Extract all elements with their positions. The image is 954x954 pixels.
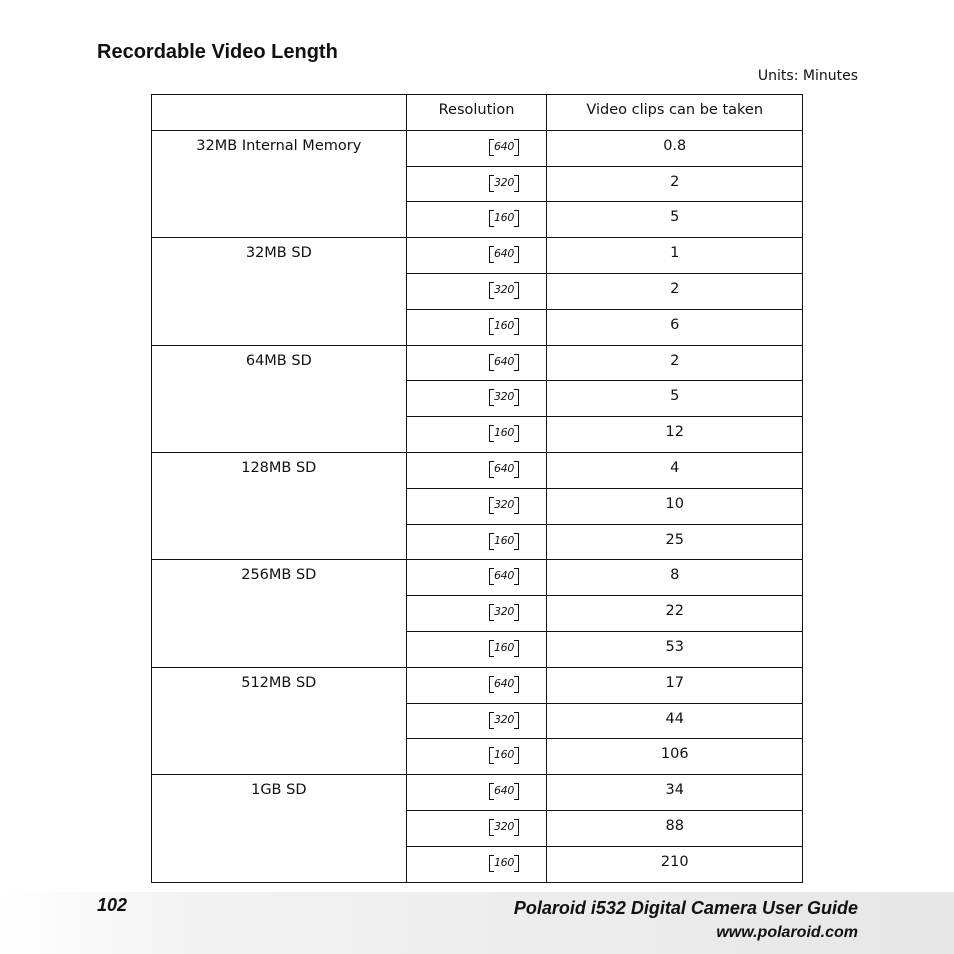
value-cell: 6	[547, 309, 803, 345]
resolution-640-icon: 640	[489, 139, 519, 154]
header-resolution: Resolution	[406, 95, 547, 131]
memory-cell: 512MB SD	[152, 667, 407, 774]
value-cell: 5	[547, 202, 803, 238]
table-body	[152, 130, 803, 882]
resolution-160-icon: 160	[489, 855, 519, 870]
resolution-160-icon: 160	[489, 425, 519, 440]
resolution-640-icon: 640	[489, 354, 519, 369]
value-cell: 53	[547, 631, 803, 667]
resolution-160-icon: 160	[489, 747, 519, 762]
resolution-320-icon: 320	[489, 175, 519, 190]
table-row	[152, 238, 803, 274]
value-cell: 5	[547, 381, 803, 417]
units-label: Units: Minutes	[757, 68, 858, 84]
page-number: 102	[97, 895, 128, 915]
memory-cell: 128MB SD	[152, 452, 407, 559]
table-row	[152, 345, 803, 381]
table-header-row	[152, 95, 803, 131]
resolution-320-icon: 320	[489, 604, 519, 619]
memory-cell: 32MB Internal Memory	[152, 130, 407, 237]
website-url: www.polaroid.com	[716, 924, 858, 941]
guide-title: Polaroid i532 Digital Camera User Guide	[513, 898, 858, 918]
resolution-640-icon: 640	[489, 246, 519, 261]
memory-cell: 256MB SD	[152, 560, 407, 667]
resolution-320-icon: 320	[489, 819, 519, 834]
value-cell: 1	[547, 238, 803, 274]
value-cell: 0.8	[547, 130, 803, 166]
value-cell: 2	[547, 166, 803, 202]
value-cell: 2	[547, 273, 803, 309]
table-row	[152, 775, 803, 811]
value-cell: 2	[547, 345, 803, 381]
resolution-640-icon: 640	[489, 461, 519, 476]
value-cell: 8	[547, 560, 803, 596]
memory-cell: 64MB SD	[152, 345, 407, 452]
value-cell: 4	[547, 452, 803, 488]
resolution-320-icon: 320	[489, 712, 519, 727]
page-title: Recordable Video Length	[97, 41, 338, 63]
value-cell: 12	[547, 417, 803, 453]
resolution-640-icon: 640	[489, 676, 519, 691]
value-cell: 106	[547, 739, 803, 775]
resolution-320-icon: 320	[489, 497, 519, 512]
table-row	[152, 560, 803, 596]
resolution-160-icon: 160	[489, 640, 519, 655]
table-row	[152, 667, 803, 703]
memory-cell: 1GB SD	[152, 775, 407, 882]
resolution-160-icon: 160	[489, 533, 519, 548]
value-cell: 88	[547, 810, 803, 846]
value-cell: 210	[547, 846, 803, 882]
resolution-320-icon: 320	[489, 389, 519, 404]
value-cell: 17	[547, 667, 803, 703]
resolution-160-icon: 160	[489, 318, 519, 333]
value-cell: 25	[547, 524, 803, 560]
resolution-640-icon: 640	[489, 568, 519, 583]
table-row	[152, 452, 803, 488]
resolution-640-icon: 640	[489, 783, 519, 798]
header-memory	[152, 95, 407, 131]
video-length-table	[151, 94, 803, 883]
resolution-160-icon: 160	[489, 210, 519, 225]
value-cell: 22	[547, 596, 803, 632]
resolution-320-icon: 320	[489, 282, 519, 297]
value-cell: 34	[547, 775, 803, 811]
header-video-clips: Video clips can be taken	[547, 95, 803, 131]
value-cell: 44	[547, 703, 803, 739]
table-row	[152, 130, 803, 166]
value-cell: 10	[547, 488, 803, 524]
memory-cell: 32MB SD	[152, 238, 407, 345]
